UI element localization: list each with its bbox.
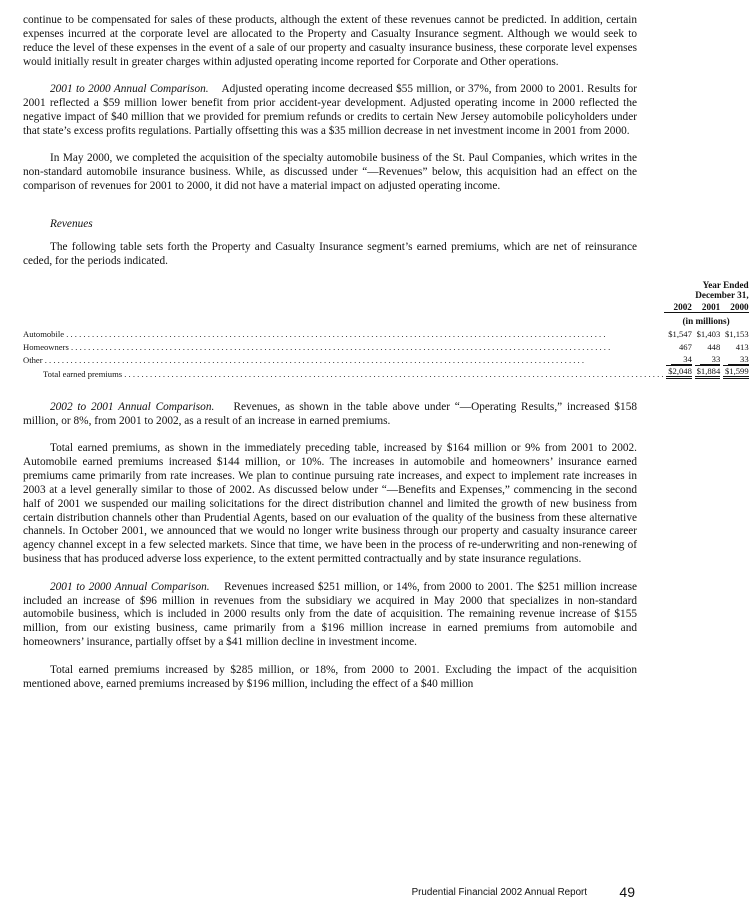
year-header: 2001 (692, 300, 720, 313)
row-label: Homeowners . . . (23, 339, 664, 352)
table-cell: 413 (735, 341, 749, 352)
year-header: 2002 (664, 300, 692, 313)
row-label: Total earned premiums . . . (23, 365, 664, 379)
paragraph: Total earned premiums increased by $285 million, or 18%, from 2000 to 2001. Excluding the impact of the acquisition mentioned above, earned premiums increased by $196 million, including the effect of a $40 million (23, 663, 637, 690)
year-header: 2000 (720, 300, 748, 313)
table-cell: $1,599 (720, 365, 748, 379)
paragraph-heading: 2001 to 2000 Annual Comparison. (50, 83, 209, 96)
table-cell: 467 (679, 341, 692, 352)
paragraph-heading: 2001 to 2000 Annual Comparison. (50, 580, 210, 593)
paragraph (23, 581, 637, 651)
table-cell: $2,048 (664, 365, 692, 379)
table-cell: $1,153 (725, 328, 749, 339)
row-label: Automobile . . . (23, 326, 664, 339)
table-header: Year Ended December 31, (695, 279, 749, 300)
paragraph-heading: 2002 to 2001 Annual Comparison. (50, 400, 215, 413)
paragraph-body: Revenues, as shown in the table above under “—Operating Results,” increased $158 million, or 8%, from 2001 to 2002, as a result of an increase in earned premiums. (23, 400, 637, 427)
table-cell: 33 (720, 352, 748, 365)
paragraph-body: Revenues increased $251 million, or 14%, from 2000 to 2001. The $251 million increase included an increase of $96 million in revenues from the subsidiary we acquired in May 2000 that specializes in non-standard automobile business, which is included in 2000 results only from the date of acquisition. The remaining revenue increase of $155 million, from our existing business, came primarily from a $196 million increase in earned premiums from automobile and homeowners’ insurance, partially offset by a $41 million decline in investment income. (23, 580, 638, 649)
paragraph (23, 401, 637, 429)
section-heading: Revenues (50, 217, 93, 230)
document-page (23, 14, 749, 692)
table-cell: $1,547 (668, 328, 692, 339)
table-row (23, 339, 749, 352)
unit-label: (in millions) (682, 315, 730, 326)
table-cell: $1,884 (692, 365, 720, 379)
page-footer (0, 884, 653, 904)
paragraph: In May 2000, we completed the acquisition of the specialty automobile business of the St. Paul Companies, which writes in the non-standard automobile insurance business. While, as discussed under “—Revenues” below, this acquisition had an effect on the comparison of revenues for 2001 to 2000, it did not have a material impact on adjusted operating income. (23, 152, 637, 193)
paragraph (23, 83, 637, 139)
paragraph: Total earned premiums, as shown in the immediately preceding table, increased by $164 million or 9% from 2001 to 2002. Automobile earned premiums increased $144 million, or 10%. The increases in automobile and homeowners’ insurance earned premiums came primarily from rate increases. We plan to continue pursuing rate increases, and expect to implement rate increases in 2003 at a level generally similar to those of 2002. As discussed below under “—Benefits and Expenses,” commencing in the second half of 2001 we suspended our mailing solicitations for the direct distribution channel and limited the growth of new business from certain distribution channels other than Prudential Agents, based on our evaluation of the quality of the business from these alternative channels. In October 2001, we announced that we would no longer write business through our property and casualty insurance career agency channel except in a few selected markets. Since that time, we have been in the process of re-underwriting and non-renewing of business that has produced adverse loss experience, to the extent permitted contractually and by state insurance regulations. (23, 442, 637, 566)
row-label: Other . . . (23, 352, 664, 365)
report-title: Prudential Financial 2002 Annual Report (411, 887, 587, 898)
earned-premiums-table (23, 280, 749, 379)
paragraph: The following table sets forth the Property and Casualty Insurance segment’s earned premiums, which are net of reinsurance ceded, for the periods indicated. (23, 240, 637, 267)
page-number: 49 (619, 884, 635, 900)
table-cell: 34 (664, 352, 692, 365)
table-cell: $1,403 (696, 328, 721, 339)
table-cell: 33 (692, 352, 720, 365)
paragraph: continue to be compensated for sales of these products, although the extent of these revenues cannot be predicted. In addition, certain expenses incurred at the corporate level are allocated to the Property and Casualty Insurance segment. Although we would seek to reduce the level of these expenses in the event of a sale of our property and casualty insurance business, these corporate level expenses would initially result in greater charges within adjusted operating income reported for Corporate and Other operations. (23, 14, 637, 68)
paragraph-body: Adjusted operating income decreased $55 million, or 37%, from 2000 to 2001. Results for 2001 reflected a $59 million lower benefit from prior accident-year development. Adjusted operating income in 2000 reflected the negative impact of $40 million that we provided for premium refunds or credits to certain New Jersey automobile policyholders under that state’s excess profits regulations. Partially offsetting this was a $35 million decrease in net investment income in 2001 from 2000. (23, 83, 637, 137)
table-row (23, 352, 749, 365)
table-row (23, 326, 749, 339)
table-cell: 448 (707, 341, 721, 352)
table-total-row (23, 365, 749, 379)
